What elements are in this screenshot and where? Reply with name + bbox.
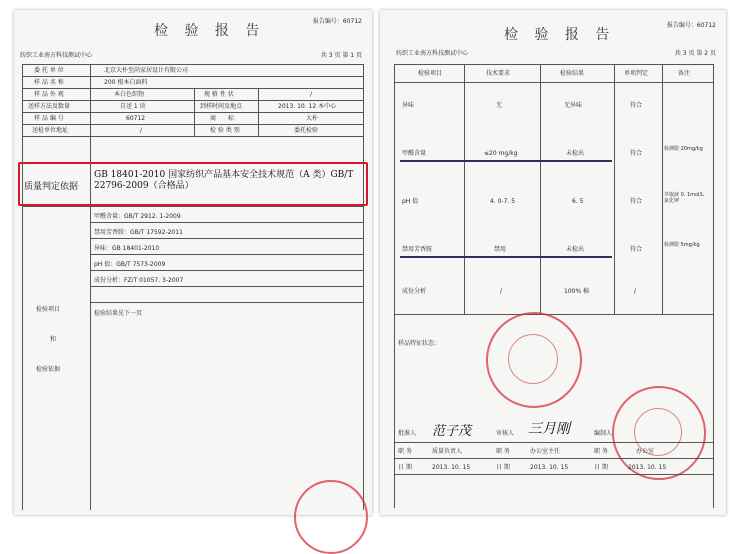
- row-label: 委 托 单 位: [34, 67, 64, 74]
- row-value: 北京大朴至尚家居设计有限公司: [104, 67, 189, 74]
- title-label: 职 务: [496, 448, 510, 455]
- approver-label: 批准人: [398, 430, 417, 437]
- result-note: 检测限 20mg/kg: [664, 146, 703, 152]
- test-items-label: 检验项目: [36, 306, 61, 313]
- row-value: /: [310, 91, 313, 98]
- report-number: 报告编号：60712: [312, 18, 362, 25]
- row-line: [90, 254, 364, 255]
- date-label: 日 期: [398, 464, 412, 471]
- quality-basis-label: 质量判定依据: [24, 182, 79, 192]
- org-name: 纺织工业南方科技测试中心: [20, 52, 93, 59]
- table-label-divider: [90, 64, 91, 510]
- row-line: [90, 222, 364, 223]
- col-line: [464, 64, 465, 314]
- row-value: 大朴: [306, 115, 319, 122]
- conclusion-text: 检验结果见下一页: [94, 310, 143, 317]
- row-label: 到样时间及地点: [200, 103, 243, 110]
- row-value: 自送 1 块: [120, 103, 146, 110]
- result-judge: 符合: [630, 246, 643, 253]
- reviewer-signature: 三月刚: [528, 421, 570, 437]
- test-items-label: 检验依据: [36, 366, 61, 373]
- quality-basis-value: GB 18401-2010 国家纺织产品基本安全技术规范（A 类）GB/T 22796-2009（合格品）: [94, 170, 354, 191]
- report-title: 检 验 报 告: [504, 27, 616, 43]
- inspector-label: 编制人: [594, 430, 613, 437]
- test-items-label: 和: [50, 336, 57, 343]
- row-label: 规 格 性 状: [204, 91, 234, 98]
- result-judge: 符合: [630, 198, 643, 205]
- result-req: /: [500, 288, 503, 295]
- official-seal: [486, 312, 582, 408]
- col-line: [258, 88, 259, 136]
- row-line: [22, 136, 364, 137]
- date-value: 2013. 10. 15: [628, 464, 667, 471]
- row-line: [394, 442, 714, 443]
- title-label: 职 务: [594, 448, 608, 455]
- result-value: 100% 棉: [564, 288, 590, 295]
- highlight-underline: [400, 256, 612, 258]
- sample-state-label: 样品特征状态：: [398, 340, 441, 347]
- date-value: 2013. 10. 15: [432, 464, 471, 471]
- result-note: 检测限 5mg/kg: [664, 242, 700, 248]
- report-page-1: [14, 10, 372, 515]
- row-line: [22, 88, 364, 89]
- title-label: 职 务: [398, 448, 412, 455]
- result-item: 成份分析: [402, 288, 427, 295]
- result-item: 禁用芳香胺: [402, 246, 433, 253]
- row-value: 委托检验: [294, 127, 319, 134]
- row-line: [22, 124, 364, 125]
- test-item: 甲醛含量：GB/T 2912. 1-2009: [94, 213, 181, 220]
- row-line: [22, 206, 364, 207]
- column-header: 检验项目: [418, 70, 443, 77]
- result-req: 禁用: [494, 246, 507, 253]
- result-req: ≤20 mg/kg: [484, 150, 518, 157]
- row-line: [22, 100, 364, 101]
- result-req: 无: [496, 102, 503, 109]
- row-line: [394, 458, 714, 459]
- table-top-line: [394, 64, 714, 65]
- column-header: 技术要求: [486, 70, 511, 77]
- result-judge: 符合: [630, 102, 643, 109]
- column-header: 备注: [678, 70, 691, 77]
- header-line: [394, 82, 714, 83]
- test-item: 异味：GB 18401-2010: [94, 245, 160, 252]
- org-name: 纺织工业南方科技测试中心: [396, 50, 469, 57]
- report-title: 检 验 报 告: [154, 23, 266, 39]
- official-seal: [294, 480, 368, 554]
- row-line: [394, 474, 714, 475]
- result-value: 无异味: [564, 102, 583, 109]
- result-value: 6. 5: [572, 198, 584, 205]
- row-value: 200 根本白面料: [104, 79, 148, 86]
- page-number: 共 3 页 第 1 页: [320, 52, 362, 59]
- test-item: 成份分析：FZ/T 01057. 3-2007: [94, 277, 184, 284]
- report-number: 报告编号：60712: [666, 22, 716, 29]
- row-line: [22, 112, 364, 113]
- column-header: 检验结果: [560, 70, 585, 77]
- title-value: 办公室: [636, 448, 655, 455]
- reviewer-label: 审核人: [496, 430, 515, 437]
- row-line: [90, 286, 364, 287]
- highlight-underline: [400, 160, 612, 162]
- row-line: [90, 302, 364, 303]
- row-value: 60712: [126, 115, 146, 122]
- column-header: 单项判定: [624, 70, 649, 77]
- row-label: 送检单位地址: [32, 127, 69, 134]
- page-number: 共 3 页 第 2 页: [674, 50, 716, 57]
- date-label: 日 期: [594, 464, 608, 471]
- row-value: 2013. 10. 12 本中心: [278, 103, 337, 110]
- row-value: 本白色织物: [114, 91, 145, 98]
- result-judge: /: [634, 288, 637, 295]
- col-line: [662, 64, 663, 314]
- row-line: [90, 238, 364, 239]
- row-label: 样 品 名 称: [34, 79, 64, 86]
- test-item: 禁用芳香胺：GB/T 17592-2011: [94, 229, 183, 236]
- row-label: 样 品 外 观: [34, 91, 64, 98]
- result-item: 异味: [402, 102, 415, 109]
- result-req: 4. 0-7. 5: [490, 198, 516, 205]
- approver-signature: 范子茂: [432, 424, 472, 439]
- col-line: [614, 64, 615, 314]
- result-note: 萃取液 0. 1mol/L 氯化钾: [664, 192, 704, 204]
- result-value: 未检出: [566, 246, 585, 253]
- table-left-line: [22, 64, 23, 510]
- table-top-line: [22, 64, 364, 65]
- date-value: 2013. 10. 15: [530, 464, 569, 471]
- result-item: 甲醛含量: [402, 150, 427, 157]
- title-value: 质量负责人: [432, 448, 463, 455]
- date-label: 日 期: [496, 464, 510, 471]
- row-label: 检 验 类 别: [210, 127, 240, 134]
- row-label: 送样方法及数量: [28, 103, 71, 110]
- col-line: [540, 64, 541, 314]
- row-line: [90, 270, 364, 271]
- col-line: [194, 88, 195, 136]
- title-value: 办公室主任: [530, 448, 561, 455]
- result-value: 未检出: [566, 150, 585, 157]
- row-value: /: [140, 127, 143, 134]
- test-item: pH 值：GB/T 7573-2009: [94, 261, 166, 268]
- result-item: pH 值: [402, 198, 419, 205]
- report-page-2: [380, 10, 726, 515]
- row-line: [22, 76, 364, 77]
- row-label: 样 品 编 号: [34, 115, 64, 122]
- quality-highlight-box: [18, 162, 368, 206]
- result-judge: 符合: [630, 150, 643, 157]
- table-right-line: [363, 64, 364, 510]
- row-line: [394, 314, 714, 315]
- row-label: 商 标: [210, 115, 235, 122]
